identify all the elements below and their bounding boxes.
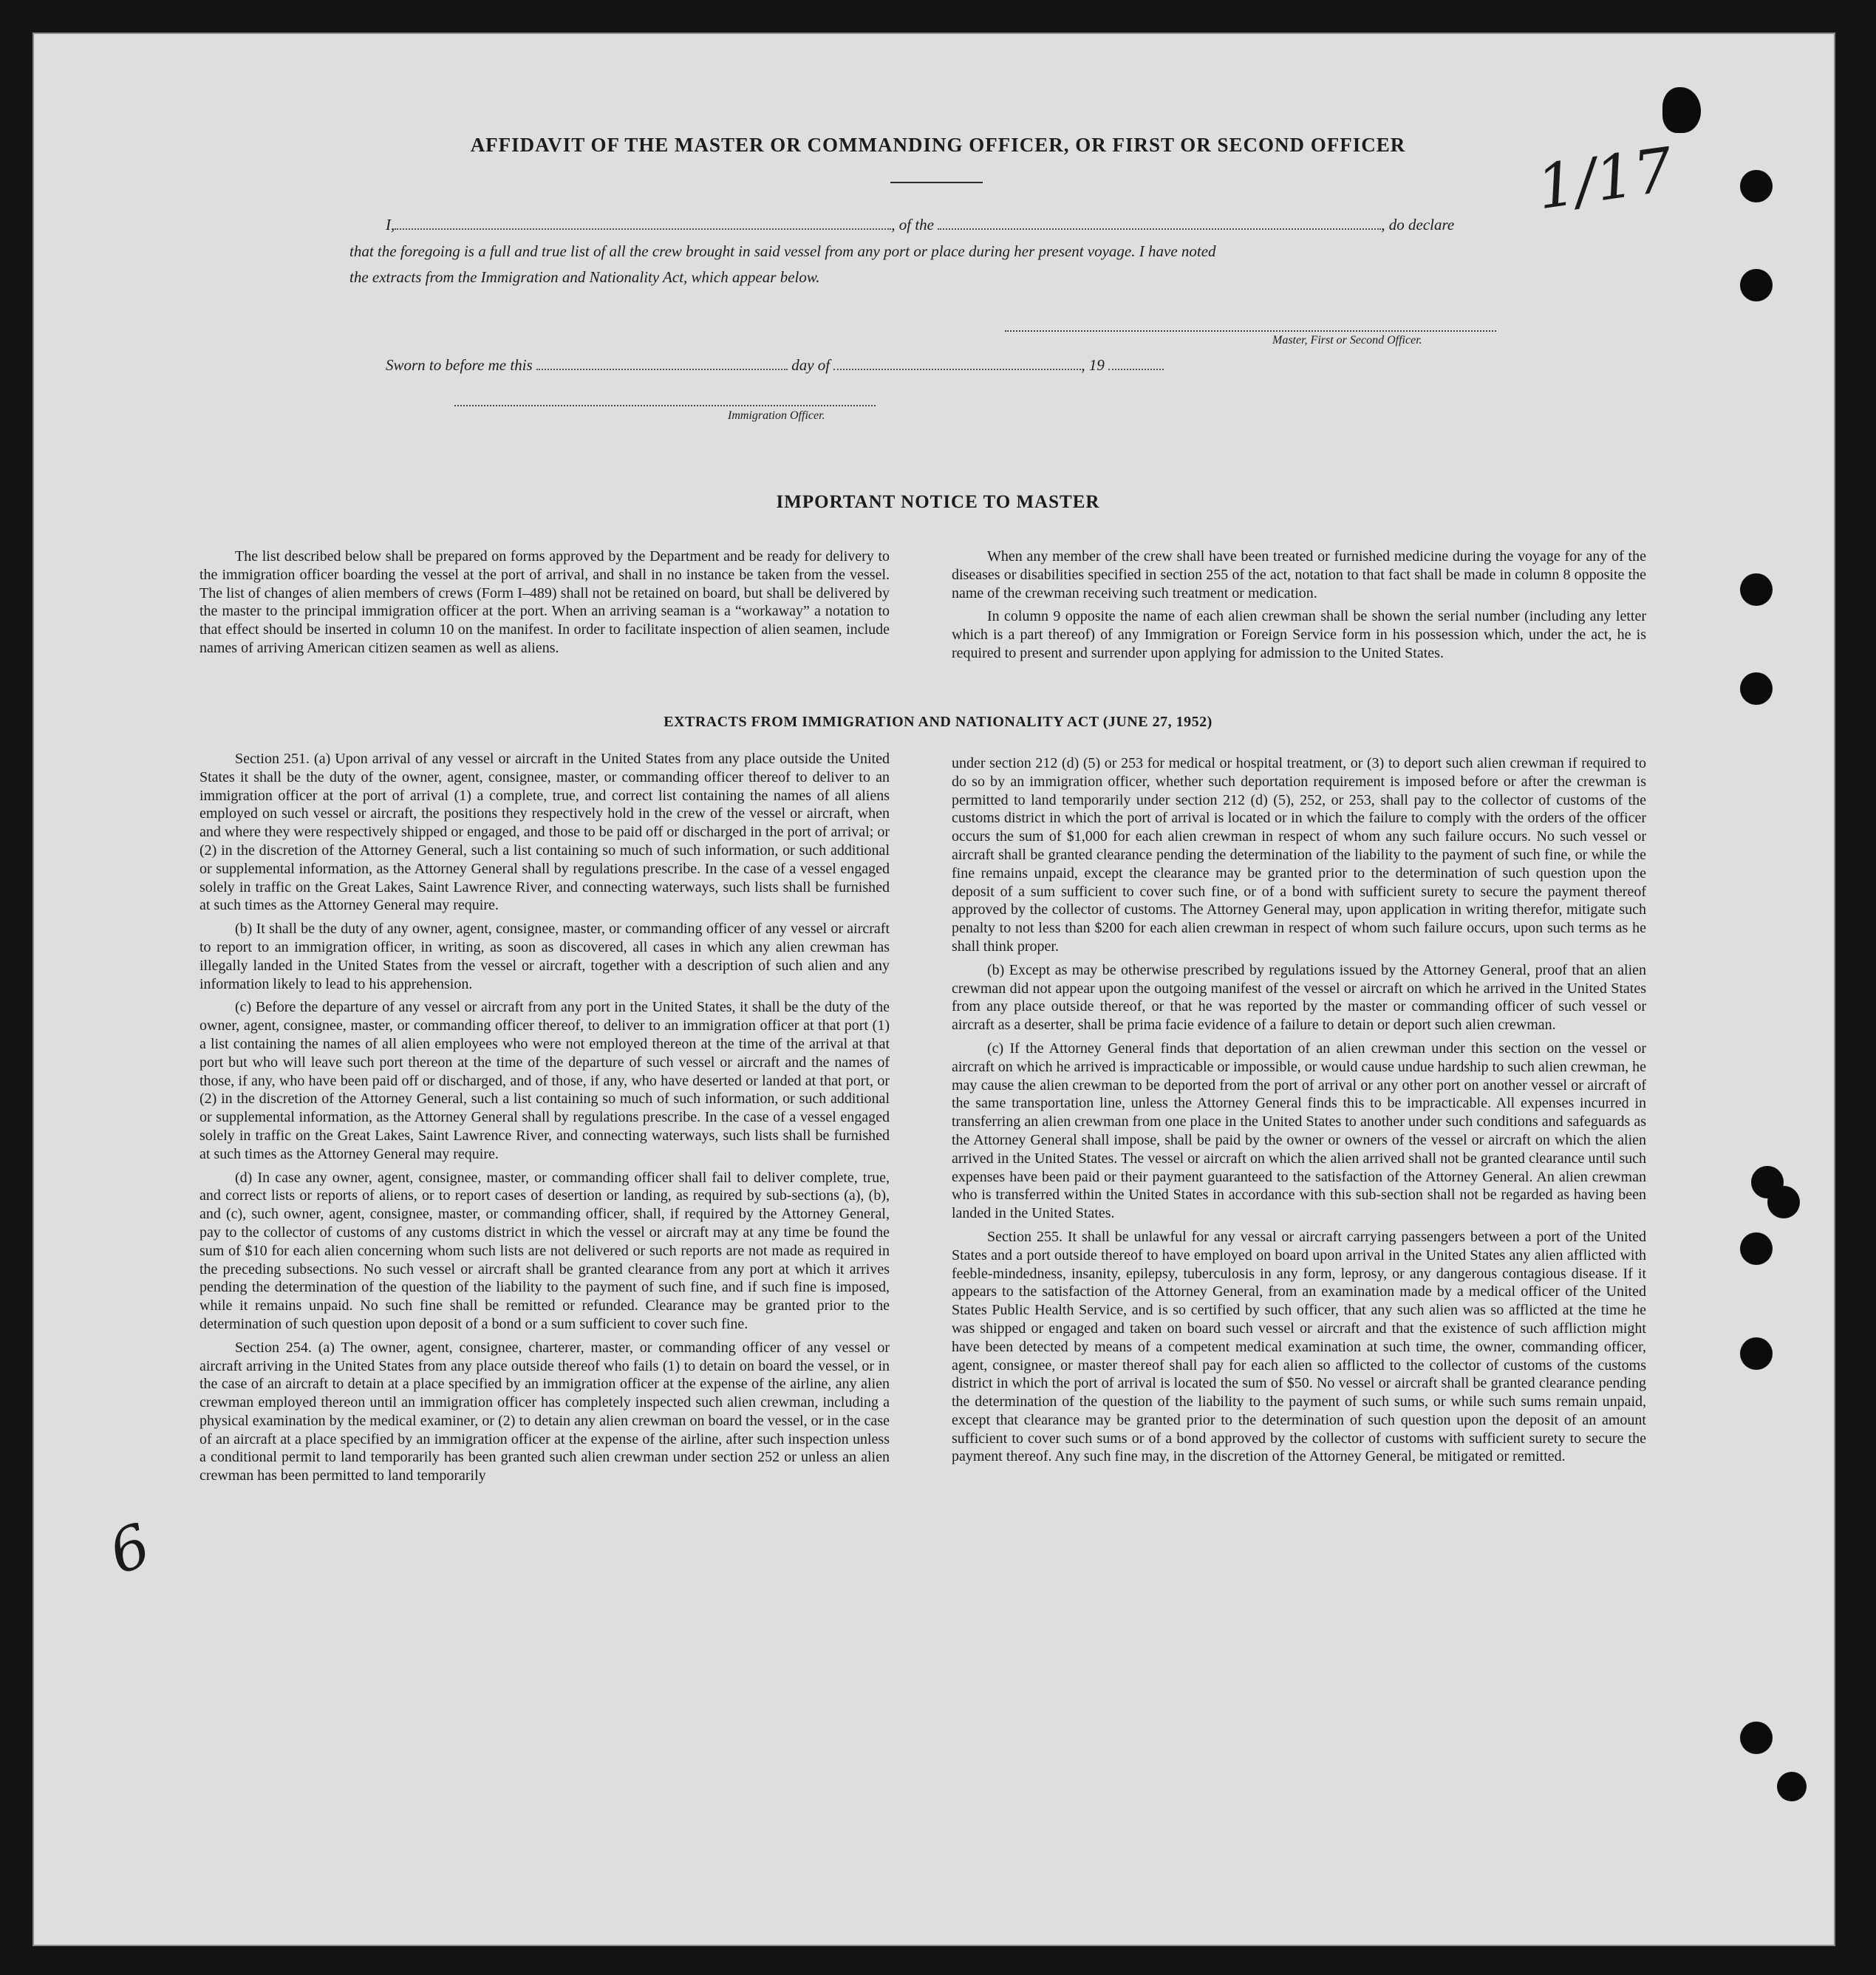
section-255: Section 255. It shall be unlawful for any vessal or aircraft carrying passengers between a port of the United States and a port outside thereof to have employed on board upon arrival in the United States any alien afflicted with feeble-mindedness, insanity, epilepsy, tuberculosis in any form, leprosy, or any dangerous contagious disease. If it appears to the satisfaction of the Attorney General, from an examination made by a medical officer of the United States Public Health Service, and is so certified by such officer, that any such alien was so afflicted at the time he was shipped or engaged and taken on board such vessel or aircraft and that the existence of such affliction might have been detected by means of a competent medical examination at such time, the owner, commanding officer, agent, consignee, or master thereof shall pay for each alien so afflicted to the collector of customs of the customs district in which the port of arrival is located the sum of $50. No vessel or aircraft shall be granted clearance pending the determination of the question of the liability to the payment of such sums, or while such sums remain unpaid, except that clearance may be granted prior to the determination of such question upon the deposit of an amount sufficient to cover such sums or of a bond approved by the collector of customs with sufficient surety to secure the payment thereof. Any such fine may, in the discretion of the Attorney General, be mitigated or remitted. [952,1228,1646,1465]
officer-signature-line[interactable] [454,405,876,406]
notice-title: IMPORTANT NOTICE TO MASTER [776,492,1100,512]
sworn-month-blank[interactable] [833,355,1081,370]
notice-left-paragraph: The list described below shall be prepared on forms approved by the Department and be ready for delivery to the immigration officer boarding the vessel at the port of arrival, and shall in no instance be taken from the vessel. The list of changes of alien members of crews (Form I–489) shall not be retained on board, but shall be delivered by the master to the principal immigration officer at the port. When an arriving seaman is a “workaway” a notation to that effect should be inserted in column 10 on the manifest. In order to facilitate inspection of alien seamen, include names of arriving American citizen seamen as well as aliens. [199,548,890,656]
day-of-label: day of [791,355,830,374]
extracts-right-column [952,754,1646,1471]
section-254-c: (c) If the Attorney General finds that deportation of an alien crewman under this section on the vessel or aircraft on which he arrived is impracticable or impossible, or would cause undue hardship to such alien crewman, he may cause the alien crewman to be deported from the port of arrival or any other port on another vessel or aircraft of the same transportation line, unless the Attorney General finds this to be impracticable. All expenses incurred in transferring an alien crewman from one place in the United States to another under such conditions and safeguards as the Attorney General shall impose, shall be paid by the owner or owners of the vessel or aircraft on which the alien arrived in the United States. The vessel or aircraft on which the alien arrived shall not be granted clearance until such expenses have been paid or their payment guaranteed to the satisfaction of the Attorney General. An alien crewman who is transferred within the United States in accordance with this sub-section shall not be regarded as having been landed in the United States. [952,1040,1646,1222]
sworn-day-blank[interactable] [536,355,788,370]
punch-hole [1740,1722,1773,1754]
section-251-b: (b) It shall be the duty of any owner, agent, consignee, master, or commanding officer of any vessel or aircraft to report to an immigration officer, in writing, as soon as discovered, all cases in which any alien crewman has illegally landed in the United States from the vessel or aircraft, together with a description of such alien and any information likely to lead to his apprehension. [199,921,890,992]
section-254-a-continued: under section 212 (d) (5) or 253 for medical or hospital treatment, or (3) to deport such alien crewman if required to do so by an immigration officer, whether such deportation requirement is imposed before or after the crewman is permitted to land temporarily under section 212 (d) (5), 252, or 253, shall pay to the collector of customs of the customs district in which the port of arrival is located or in which the failure to comply with the orders of the officer occurs the sum of $1,000 for each alien crewman in respect of whom any such failure occurs. No such vessel or aircraft shall be granted clearance pending the determination of the liability to the payment of such fine, or while the fine remains unpaid, except the clearance may be granted prior to the determination of such question upon the deposit of a sum sufficient to cover such fine, or of a bond with sufficient surety to secure the payment thereof approved by the collector of customs. The Attorney General may, upon application in writing therefor, mitigate such penalty to not less than $200 for each alien crewman in respect of whom such failure occurs, upon such terms as he shall think proper. [952,755,1646,955]
handwritten-page-number: 1/17 [1532,134,1677,224]
section-254-a: Section 254. (a) The owner, agent, consignee, charterer, master, or commanding officer of any vessel or aircraft arriving in the United States from any place outside thereof who fails (1) to detain on board the vessel, or in the case of an aircraft to detain at a place specified by an immigration officer at the expense of the airline, any alien crewman employed thereon until an immigration officer has completely inspected such alien crewman, including a physical examination by the medical examiner, or (2) to detain any alien crewman on board the vessel, or in the case of an aircraft at a place specified by an immigration officer at the expense of the airline, after such inspection unless a conditional permit to land temporarily has been granted such alien crewman under section 252 or unless an alien crewman has been permitted to land temporarily [199,1339,890,1484]
name-blank[interactable] [395,214,891,230]
sworn-year-blank[interactable] [1108,355,1164,370]
declaration-line-2: that the foregoing is a full and true list of all the crew brought in said vessel from any port or place during her present voyage. I have noted [349,242,1216,260]
section-251-c: (c) Before the departure of any vessel or aircraft from any port in the United States, it shall be the duty of the owner, agent, consignee, master, or commanding officer thereof, to deliver to an immigration officer at that port (1) a list containing the names of all alien employees who were not employed thereon at the time of the arrival at that port but who will leave such port thereon at the time of the departure of such vessel or aircraft and the names of those, if any, who have been paid off or discharged, and of those, if any, who have deserted or landed at that port, or (2) in the discretion of the Attorney General, such a list containing so much of such information, or such additional or supplemental information, as the Attorney General shall by regulations prescribe. In the case of a vessel engaged solely in traffic on the Great Lakes, Saint Lawrence River, and connecting waterways, such lists shall be furnished at such times as the Attorney General may require. [199,999,890,1162]
margin-handwritten-mark: 6 [100,1510,160,1588]
extracts-title: EXTRACTS FROM IMMIGRATION AND NATIONALITY ACT (JUNE 27, 1952) [664,714,1212,730]
punch-hole [1777,1772,1807,1801]
vessel-blank[interactable] [938,214,1381,230]
section-254-b: (b) Except as may be otherwise prescribed by regulations issued by the Attorney General, proof that an alien crewman did not appear upon the outgoing manifest of the vessel or aircraft on which he arrived in the United States from any place outside thereof, or that he was reported by the master or commanding officer of such vessel or aircraft as a deserter, shall be prima facie evidence of a failure to detain or deport such alien crewman. [952,961,1646,1034]
extracts-left-column [199,750,890,1490]
year-label: , 19 [1081,355,1105,374]
notice-right-column [952,548,1646,668]
notice-right-paragraph-1: When any member of the crew shall have been treated or furnished medicine during the voyage for any of the diseases or disabilities specified in section 255 of the act, notation to that fact shall be made in column 8 opposite the name of the crewman receiving such treatment or medication. [952,548,1646,601]
officer-signature-label: Immigration Officer. [728,409,825,422]
notice-right-paragraph-2: In column 9 opposite the name of each alien crewman shall be shown the serial number (including any letter which is a part thereof) of any Immigration or Foreign Service form in his possession which, under the act, he is required to present and surrender upon applying for admission to the United States. [952,608,1646,661]
declaration-line-1 [386,214,1454,234]
of-the-label: , of the [891,215,934,233]
ink-blot [1662,87,1701,133]
punch-hole [1740,573,1773,606]
punch-hole [1740,269,1773,301]
punch-hole [1740,1337,1773,1370]
section-251-a: Section 251. (a) Upon arrival of any vessel or aircraft in the United States from any place outside the United States it shall be the duty of the owner, agent, consignee, master, or commanding officer thereof to deliver to an immigration officer at the port of arrival (1) a complete, true, and correct list containing the names of all aliens employed on such vessel or aircraft, the positions they respectively hold in the crew of the vessel or aircraft, when and where they were respectively shipped or engaged, and those to be paid off or discharged in the port of arrival; or (2) in the discretion of the Attorney General, such a list containing so much of such information, or such additional or supplemental information, as the Attorney General shall by regulations prescribe. In the case of a vessel engaged solely in traffic on the Great Lakes, Saint Lawrence River, and connecting waterways, such lists shall be furnished at such times as the Attorney General may require. [199,751,890,914]
punch-hole [1740,170,1773,202]
i-label: I, [386,215,395,233]
master-signature-line[interactable] [1005,330,1496,332]
title-underline [890,182,983,183]
declaration-line-3: the extracts from the Immigration and Nationality Act, which appear below. [349,268,820,286]
section-251-d: (d) In case any owner, agent, consignee, master, or commanding officer shall fail to deliver complete, true, and correct lists or reports of aliens, or to report cases of desertion or landing, as required by sub-sections (a), (b), and (c), such owner, agent, consignee, master, or commanding officer, shall, if required by the Attorney General, pay to the collector of customs of any customs district in which the vessel or aircraft may at any time be found the sum of $10 for each alien concerning whom such lists are not delivered or such reports are not made as required in the preceding subsections. No such vessel or aircraft shall be granted clearance from any port at which it arrives pending the determination of the question of the liability to the payment of such fine, and if such fine is imposed, while it remains unpaid. No such fine shall be remitted or refunded. Clearance may be granted prior to the determination of such question upon deposit of a bond or a sum sufficient to cover such fine. [199,1169,890,1332]
notice-left-column [199,548,890,663]
punch-hole [1740,672,1773,705]
sworn-label: Sworn to before me this [386,355,533,374]
punch-hole [1767,1186,1800,1218]
master-signature-label: Master, First or Second Officer. [1272,334,1422,347]
sworn-line [386,355,1164,375]
do-declare-label: , do declare [1381,215,1455,233]
punch-hole [1740,1232,1773,1265]
affidavit-title: AFFIDAVIT OF THE MASTER OR COMMANDING OFFICER, OR FIRST OR SECOND OFFICER [470,134,1406,156]
